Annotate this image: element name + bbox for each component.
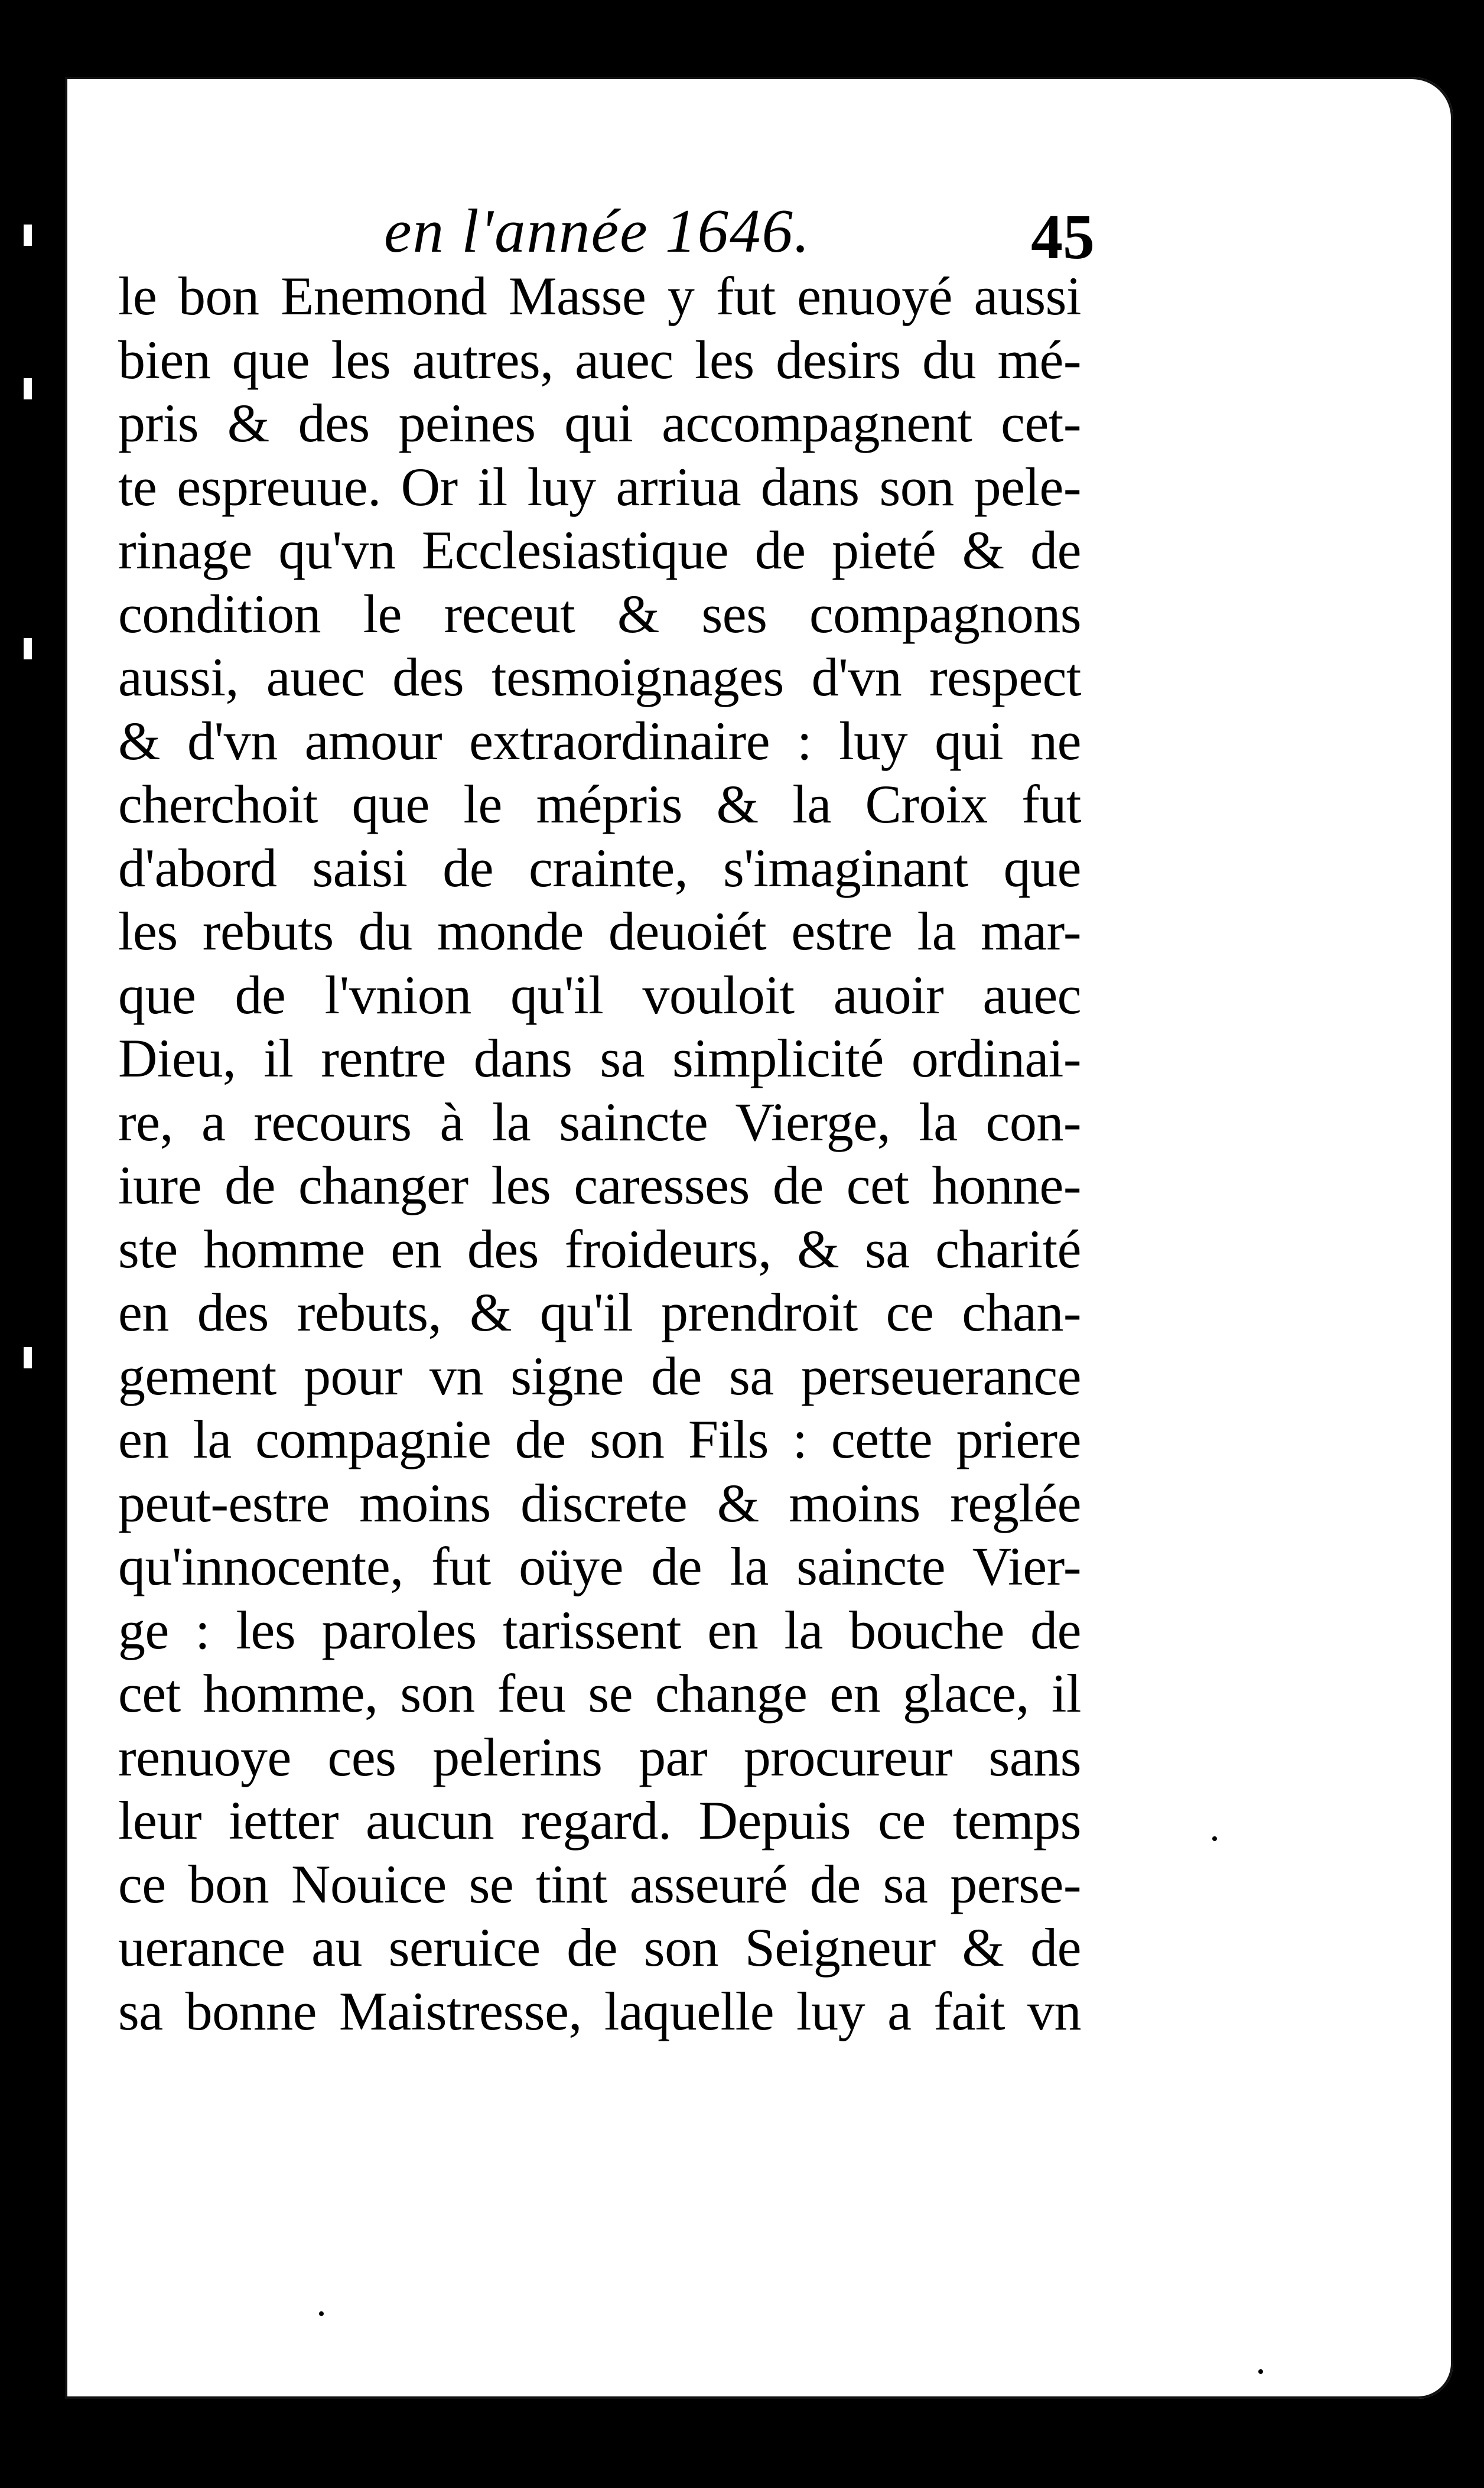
text-line: que de l'vnion qu'il vouloit auoir auec — [118, 964, 1081, 1025]
text-line: ge : les paroles tarissent en la bouche de — [118, 1599, 1081, 1660]
text-line: iure de changer les caresses de cet honne- — [118, 1155, 1081, 1215]
scan-speck — [1258, 2369, 1263, 2374]
scan-speck — [319, 2311, 324, 2316]
text-line: Dieu, il rentre dans sa simplicité ordinai- — [118, 1028, 1081, 1088]
text-line: bien que les autres, auec les desirs du mé- — [118, 329, 1081, 390]
text-line: gement pour vn signe de sa perseuerance — [118, 1345, 1081, 1406]
text-line: leur ietter aucun regard. Depuis ce temps — [118, 1790, 1081, 1850]
text-line: & d'vn amour extraordinaire : luy qui ne — [118, 710, 1081, 771]
text-line: le bon Enemond Masse y fut enuoyé aussi — [118, 266, 1081, 326]
text-line: cherchoit que le mépris & la Croix fut — [118, 774, 1081, 834]
text-line: rinage qu'vn Ecclesiastique de pieté & de — [118, 520, 1081, 580]
text-line: sa bonne Maistresse, laquelle luy a fait vn — [118, 1980, 1081, 2041]
text-line: renuoye ces pelerins par procureur sans — [118, 1726, 1081, 1787]
page-number: 45 — [1031, 202, 1095, 272]
text-line: pris & des peines qui accompagnent cet- — [118, 393, 1081, 453]
text-line: aussi, auec des tesmoignages d'vn respect — [118, 647, 1081, 707]
text-line: peut-estre moins discrete & moins reglée — [118, 1472, 1081, 1533]
text-line: te espreuue. Or il luy arriua dans son pele- — [118, 456, 1081, 517]
text-line: ce bon Nouice se tint asseuré de sa perse- — [118, 1853, 1081, 1914]
text-line: en la compagnie de son Fils : cette priere — [118, 1409, 1081, 1469]
text-line: d'abord saisi de crainte, s'imaginant que — [118, 837, 1081, 898]
text-line: condition le receut & ses compagnons — [118, 583, 1081, 644]
text-line: les rebuts du monde deuoiét estre la mar- — [118, 901, 1081, 961]
text-line: re, a recours à la saincte Vierge, la con- — [118, 1091, 1081, 1152]
text-line: ste homme en des froideurs, & sa charité — [118, 1218, 1081, 1279]
text-line: uerance au seruice de son Seigneur & de — [118, 1917, 1081, 1978]
body-text — [118, 265, 1081, 2043]
scan-speck — [1212, 1836, 1217, 1841]
text-line: cet homme, son feu se change en glace, il — [118, 1663, 1081, 1723]
text-line: qu'innocente, fut oüye de la saincte Vier- — [118, 1536, 1081, 1596]
text-line: en des rebuts, & qu'il prendroit ce chan- — [118, 1282, 1081, 1342]
page-edge-marks — [24, 225, 30, 1406]
running-head: en l'année 1646. — [384, 196, 811, 265]
